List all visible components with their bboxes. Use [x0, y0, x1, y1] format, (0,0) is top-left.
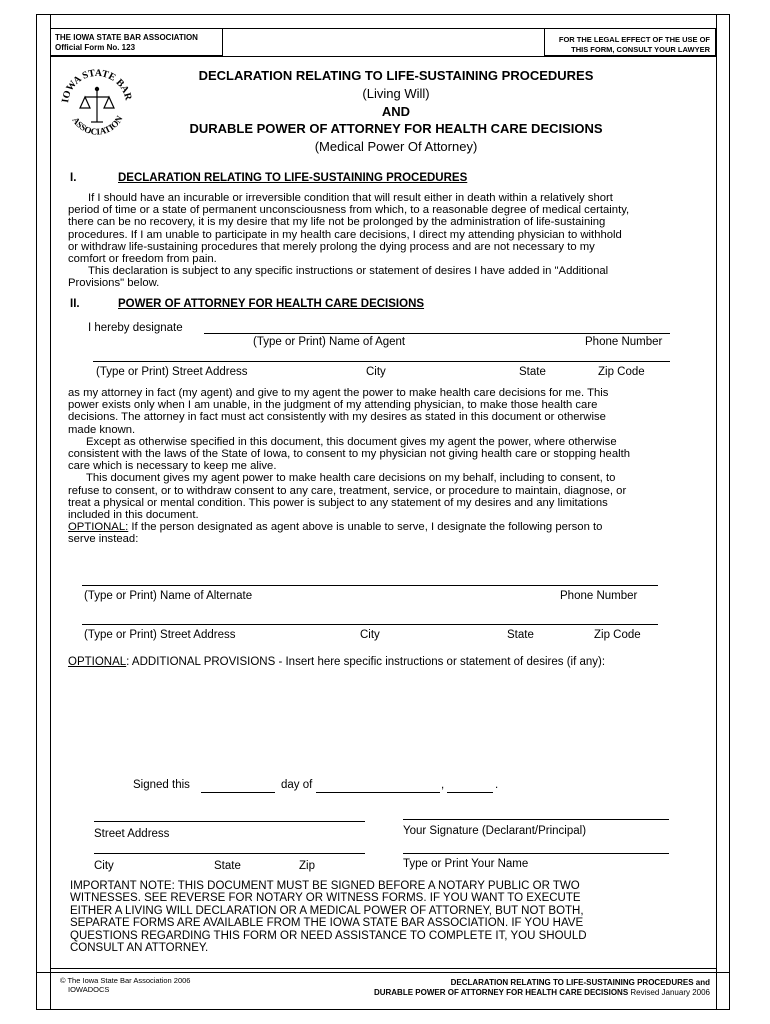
alternate-name-field[interactable]: [82, 585, 658, 586]
section2-heading: POWER OF ATTORNEY FOR HEALTH CARE DECISIONS: [118, 298, 425, 310]
text-line: period of time or a state of permanent unconsciousness from which, to a reasonable degree of medical certainty,: [68, 204, 630, 217]
seal-text-bottom: ASSOCIATION: [70, 113, 125, 137]
agent-street-label: (Type or Print) Street Address: [96, 366, 248, 378]
agent-zip-label: Zip Code: [598, 366, 645, 378]
inner-border-left: [50, 14, 51, 1010]
additional-provisions-label: [68, 656, 605, 668]
section2-paragraphs: [68, 387, 708, 546]
alternate-zip-label: Zip Code: [594, 629, 641, 641]
optional-alternate-line: [68, 521, 708, 533]
date-period: .: [495, 779, 499, 791]
agent-state-label: State: [519, 366, 546, 378]
footer-revised: Revised January 2006: [628, 987, 710, 997]
legal-notice-line1: FOR THE LEGAL EFFECT OF THE USE OF: [558, 35, 710, 44]
text-line: there can be no recovery, it is my desire that my life not be prolonged by the administration of life-sustaining: [68, 216, 606, 229]
text-line: refuse to consent, or to withdraw consent to any care, treatment, service, or procedure to maintain, diagnose, or: [68, 484, 627, 497]
footer-rule-2: [36, 972, 730, 973]
scales-of-justice-icon: [80, 87, 114, 122]
note-line: QUESTIONS REGARDING THIS FORM OR NEED ASSISTANCE TO COMPLETE IT, YOU SHOULD: [70, 929, 587, 942]
alternate-name-label: (Type or Print) Name of Alternate: [84, 590, 253, 602]
declarant-street-field[interactable]: [94, 821, 365, 822]
text-line: Provisions" below.: [68, 277, 160, 290]
note-line: EITHER A LIVING WILL DECLARATION OR A MEDICAL POWER OF ATTORNEY, BUT NOT BOTH,: [70, 904, 584, 917]
optional-text: If the person designated as agent above is unable to serve, I designate the following person to: [128, 521, 603, 534]
additional-provisions-area[interactable]: [68, 672, 708, 772]
text-line: care which is necessary to keep me alive.: [68, 460, 277, 473]
note-line: WITNESSES. SEE REVERSE FOR NOTARY OR WITNESS FORMS. IF YOU WANT TO EXECUTE: [70, 892, 581, 905]
form-title-line1: DECLARATION RELATING TO LIFE-SUSTAINING PROCEDURES: [198, 68, 594, 83]
declarant-signature-label: Your Signature (Declarant/Principal): [403, 825, 587, 837]
form-title-living-will: (Living Will): [362, 86, 430, 101]
alternate-street-label: (Type or Print) Street Address: [84, 629, 236, 641]
footer-right: [300, 978, 710, 997]
text-line: Except as otherwise specified in this document, this document gives my agent the power, where otherwise: [86, 435, 617, 448]
text-line: serve instead:: [68, 533, 139, 546]
agent-phone-label: Phone Number: [585, 336, 663, 348]
agent-address-field[interactable]: [93, 361, 670, 362]
alternate-city-label: City: [360, 629, 380, 641]
signed-day-field[interactable]: [201, 792, 275, 793]
text-line: If I should have an incurable or irreversible condition that will result either in death within a relatively short: [88, 192, 613, 204]
alternate-phone-label: Phone Number: [560, 590, 638, 602]
footer-rule: [50, 968, 716, 969]
seal-text-top: IOWA STATE BAR: [60, 67, 134, 104]
text-line: power exists only when I am unable, in the judgment of my attending physician, to make those health care: [68, 399, 598, 412]
text-line: This declaration is subject to any specific instructions or statement of desires I have added in "Additional: [88, 265, 609, 278]
designate-label: I hereby designate: [88, 322, 183, 334]
inner-border-right: [716, 14, 717, 1010]
day-of-label: day of: [281, 779, 313, 791]
declarant-city-label: City: [94, 860, 114, 872]
text-line: consistent with the laws of the State of Iowa, to consent to my physician not giving health care or stopping health: [68, 448, 631, 461]
agent-city-label: City: [366, 366, 386, 378]
text-line: treat a physical or mental condition. This power is subject to any statement of my desires and any limitations: [68, 496, 608, 509]
section1-number: I.: [70, 172, 77, 184]
text-line: included in this document.: [68, 509, 199, 522]
declarant-name-field[interactable]: [403, 853, 669, 854]
provisions-text: : ADDITIONAL PROVISIONS - Insert here specific instructions or statement of desires (if any):: [126, 656, 606, 668]
form-number: Official Form No. 123: [55, 43, 136, 52]
note-line: IMPORTANT NOTE: THIS DOCUMENT MUST BE SIGNED BEFORE A NOTARY PUBLIC OR TWO: [70, 880, 580, 892]
signed-year-field[interactable]: [447, 792, 493, 793]
text-line: or withdraw life-sustaining procedures that merely prolong the dying process and are not necessary to my: [68, 240, 595, 253]
declarant-city-field[interactable]: [94, 853, 365, 854]
section2-number: II.: [70, 298, 80, 310]
signed-this-label: Signed this: [133, 779, 190, 791]
text-line: procedures. If I am unable to participate in my health care decisions, I direct my attending physician to withhold: [68, 228, 622, 241]
footer-title-line1: DECLARATION RELATING TO LIFE-SUSTAINING PROCEDURES and: [450, 978, 710, 987]
form-title-and: AND: [381, 104, 411, 119]
footer-code: IOWADOCS: [68, 985, 110, 994]
agent-name-label: (Type or Print) Name of Agent: [253, 336, 406, 348]
signed-month-field[interactable]: [316, 792, 440, 793]
declarant-zip-label: Zip: [299, 860, 315, 872]
header-legal-notice: [546, 35, 710, 55]
note-line: SEPARATE FORMS ARE AVAILABLE FROM THE IOWA STATE BAR ASSOCIATION. IF YOU HAVE: [70, 917, 584, 930]
footer-title-line2: DURABLE POWER OF ATTORNEY FOR HEALTH CARE DECISIONS: [373, 987, 629, 997]
text-line: comfort or freedom from pain.: [68, 253, 217, 266]
note-line: CONSULT AN ATTORNEY.: [70, 942, 209, 955]
text-line: This document gives my agent power to make health care decisions on my behalf, including to consent, to: [86, 472, 616, 485]
declarant-name-label: Type or Print Your Name: [403, 858, 529, 870]
alternate-state-label: State: [507, 629, 534, 641]
important-note: [70, 880, 702, 954]
alternate-address-field[interactable]: [82, 624, 658, 625]
text-line: as my attorney in fact (my agent) and give to my agent the power to make health care decisions for me. This: [68, 387, 609, 399]
form-title-line4: DURABLE POWER OF ATTORNEY FOR HEALTH CARE DECISIONS: [189, 121, 603, 136]
provisions-optional: OPTIONAL: [68, 656, 127, 668]
footer-copyright: © The Iowa State Bar Association 2006: [60, 976, 191, 985]
declarant-state-label: State: [214, 860, 241, 872]
footer-left: [60, 976, 190, 994]
section1-para1: [68, 192, 708, 290]
form-title-medical-poa: (Medical Power Of Attorney): [314, 139, 478, 154]
org-name: THE IOWA STATE BAR ASSOCIATION: [55, 33, 198, 42]
date-comma: ,: [441, 779, 445, 791]
header-bottom-rule: [50, 56, 716, 57]
optional-label: OPTIONAL:: [68, 521, 129, 534]
declarant-street-label: Street Address: [94, 828, 170, 840]
text-line: made known.: [68, 423, 136, 436]
header-org: [55, 33, 198, 53]
agent-name-field[interactable]: [204, 333, 670, 334]
text-line: decisions. The attorney in fact must act consistently with my desires as stated in this document or otherwise: [68, 411, 606, 424]
declarant-signature-field[interactable]: [403, 819, 669, 820]
legal-notice-line2: THIS FORM, CONSULT YOUR LAWYER: [571, 45, 710, 54]
section1-heading: DECLARATION RELATING TO LIFE-SUSTAINING PROCEDURES: [118, 172, 468, 184]
